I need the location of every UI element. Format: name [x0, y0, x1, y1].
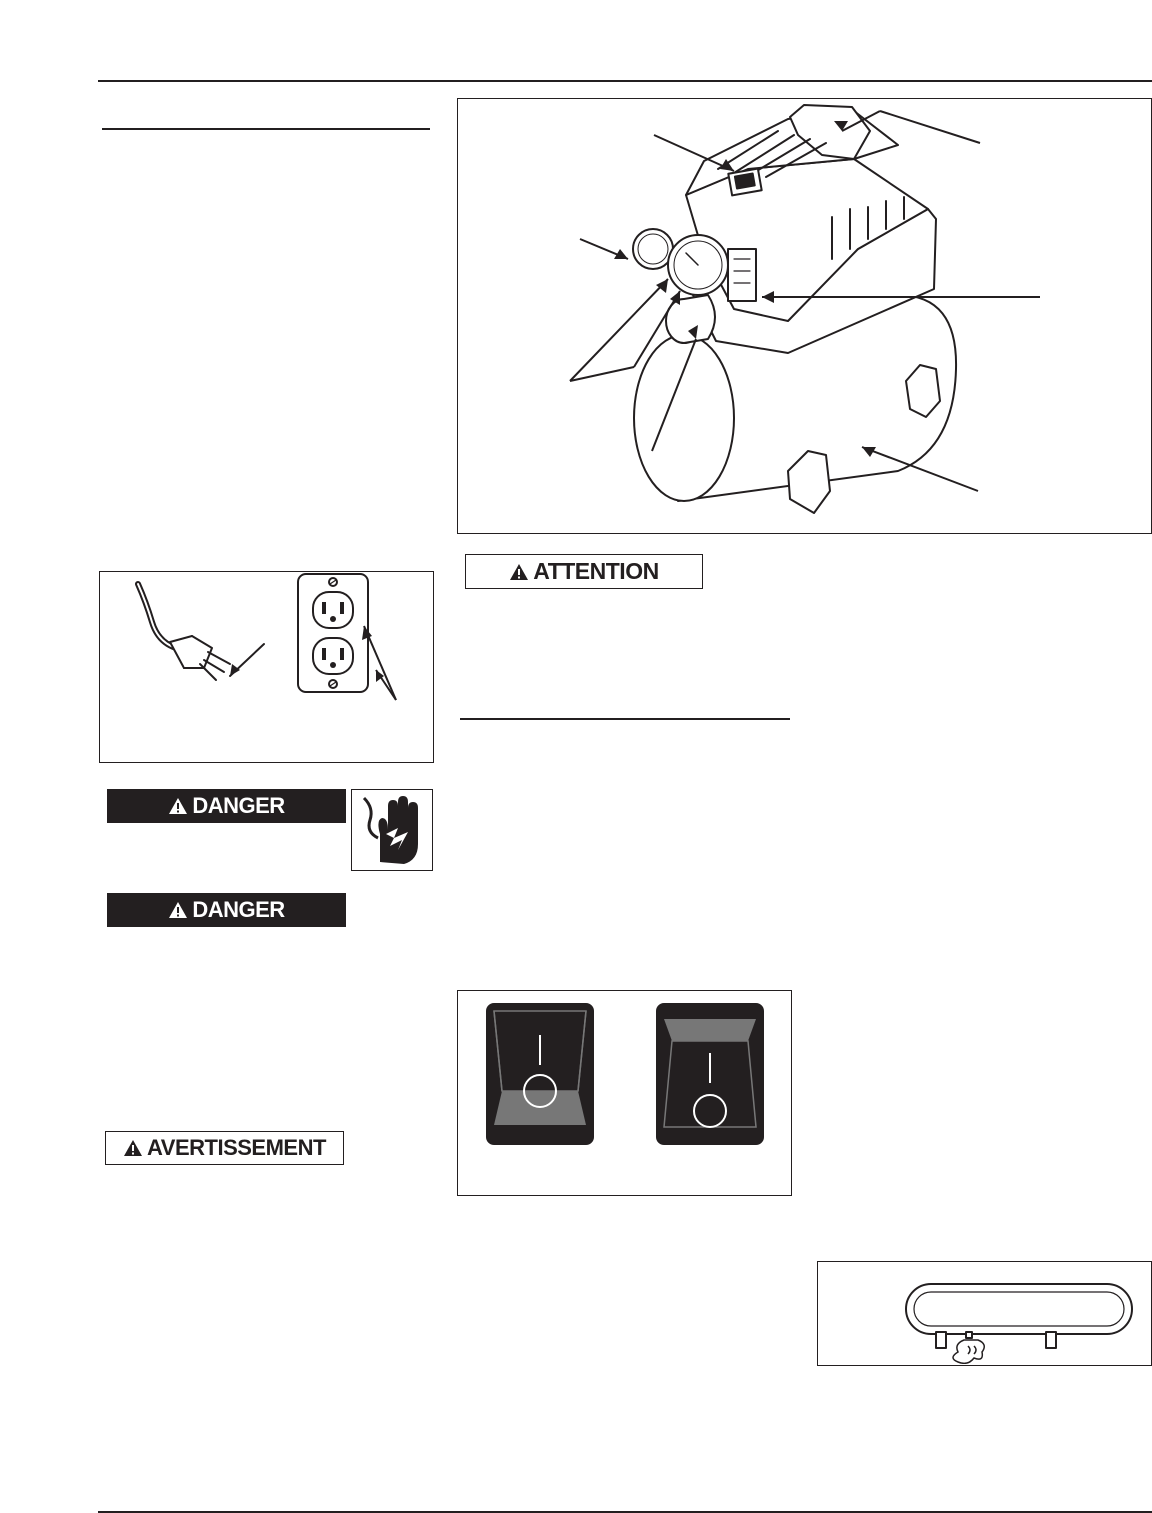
- section-rule-left: [102, 128, 430, 130]
- rocker-switch-off-icon: [656, 1003, 764, 1145]
- danger-label-2: DANGER: [192, 897, 285, 922]
- grounded-plug-outlet-illustration: [100, 572, 432, 761]
- danger-signal-box-1: [107, 789, 346, 823]
- section-rule-middle: [460, 718, 790, 720]
- warning-triangle-icon: [168, 797, 188, 815]
- switch-figure: [457, 990, 792, 1196]
- attention-signal-box: [465, 554, 703, 589]
- tank-drain-figure: [817, 1261, 1152, 1366]
- warning-triangle-icon: [509, 563, 529, 581]
- danger-label-1: DANGER: [192, 793, 285, 818]
- attention-label: ATTENTION: [533, 558, 659, 584]
- plug-outlet-figure: [99, 571, 434, 763]
- electric-shock-figure: [351, 789, 433, 871]
- compressor-illustration: [458, 99, 1150, 532]
- danger-signal-box-2: [107, 893, 346, 927]
- compressor-figure: [457, 98, 1152, 534]
- warning-triangle-icon: [168, 901, 188, 919]
- top-rule: [98, 80, 1152, 82]
- tank-drain-icon: [818, 1262, 1150, 1364]
- bottom-rule: [98, 1511, 1152, 1513]
- electric-shock-hand-icon: [352, 790, 431, 869]
- rocker-switches-illustration: [458, 991, 790, 1194]
- avertissement-label: AVERTISSEMENT: [147, 1135, 326, 1160]
- avertissement-signal-box: [105, 1131, 344, 1165]
- rocker-switch-on-icon: [486, 1003, 594, 1145]
- warning-triangle-icon: [123, 1139, 143, 1157]
